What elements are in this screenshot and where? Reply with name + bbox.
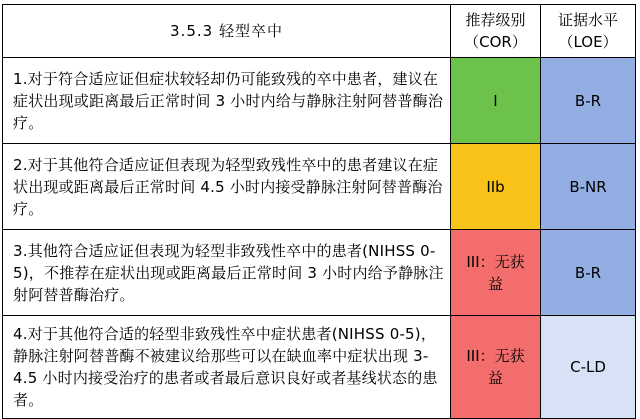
table-row (3, 144, 636, 230)
cor-label: III：无获益 (466, 252, 525, 293)
section-title: 3.5.3 轻型卒中 (170, 22, 283, 40)
recommendation-text: 4.对于其他符合适的轻型非致残性卒中症状患者(NIHSS 0-5)，静脉注射阿替普酶不被建议给那些可以在缺血率中症状出现 3-4.5 小时内接受治疗的患者或者最后意识良好或者基线状态的患者。 (3, 316, 451, 419)
recommendation-text: 2.对于其他符合适应证但表现为轻型致残性卒中的患者建议在症状出现或距离最后正常时间 4.5 小时内接受静脉注射阿替普酶治疗。 (3, 144, 451, 230)
cor-header-abbr: （COR） (464, 33, 527, 51)
loe-cell: B-R (541, 230, 636, 316)
loe-header-cell (541, 5, 636, 58)
table-row (3, 58, 636, 144)
recommendation-text: 1.对于符合适应证但症状较轻却仍可能致残的卒中患者，建议在症状出现或距离最后正常时间 3 小时内给与静脉注射阿替普酶治疗。 (3, 58, 451, 144)
cor-header-cell (451, 5, 541, 58)
table-row (3, 316, 636, 419)
cor-cell (451, 230, 541, 316)
cor-header-title: 推荐级别 (465, 11, 526, 29)
section-title-cell (3, 5, 451, 58)
table-header-row (3, 5, 636, 58)
loe-cell: B-NR (541, 144, 636, 230)
recommendation-table (2, 4, 636, 419)
cor-cell: I (451, 58, 541, 144)
loe-header-abbr: （LOE） (558, 33, 618, 51)
table-row (3, 230, 636, 316)
recommendation-text: 3.其他符合适应证但表现为轻型非致残性卒中的患者(NIHSS 0-5)，不推荐在症状出现或距离最后正常时间 3 小时内给予静脉注射阿替普酶治疗。 (3, 230, 451, 316)
loe-header-title: 证据水平 (557, 11, 618, 29)
cor-cell (451, 316, 541, 419)
loe-cell: B-R (541, 58, 636, 144)
cor-cell: IIb (451, 144, 541, 230)
loe-cell: C-LD (541, 316, 636, 419)
cor-label: III：无获益 (466, 347, 525, 387)
